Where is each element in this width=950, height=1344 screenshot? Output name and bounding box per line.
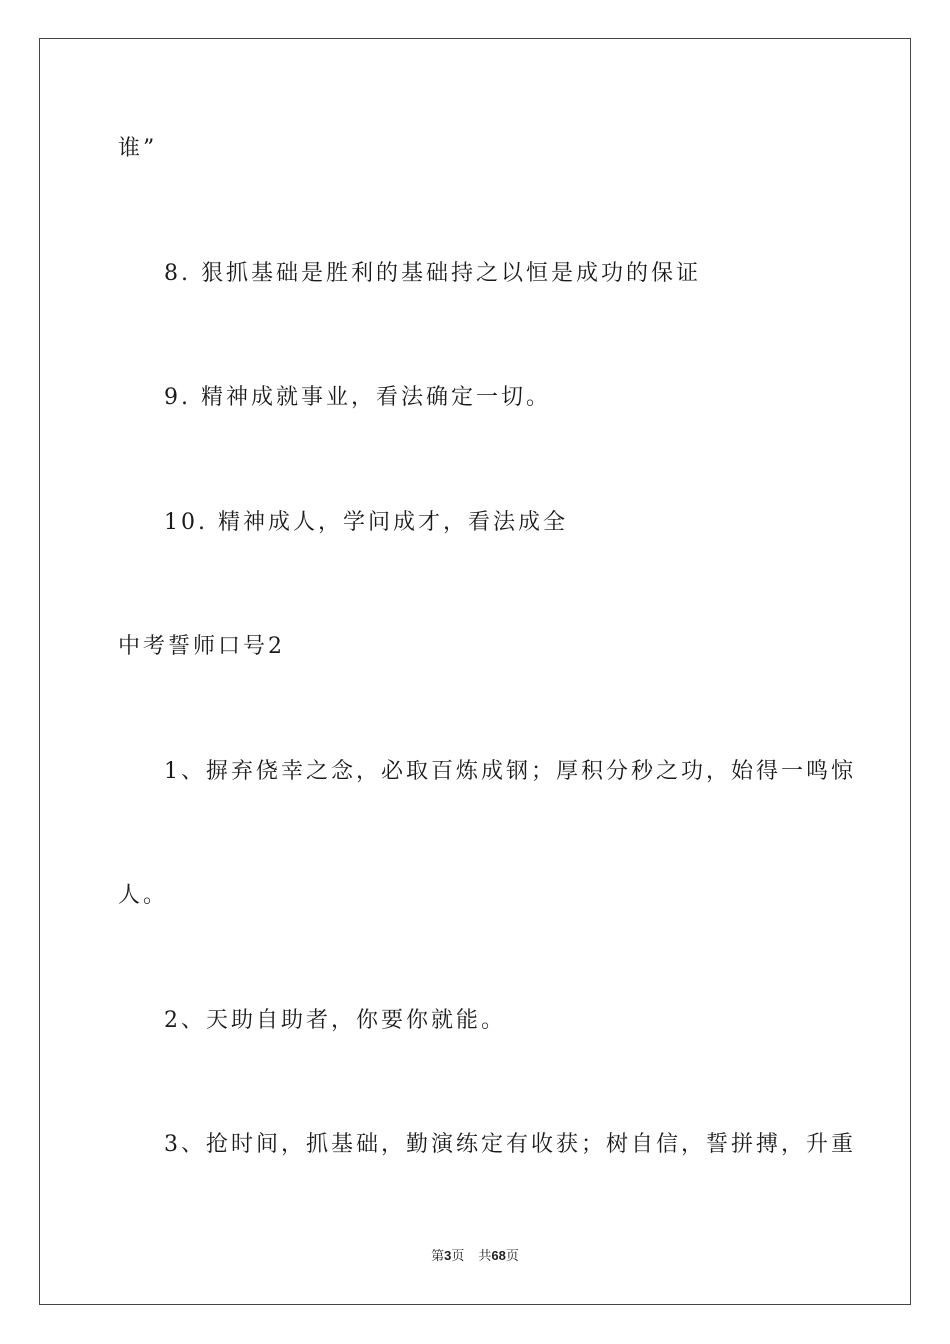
footer-total-suffix: 页 [505, 1249, 519, 1264]
text-line-slogan-3: 3、抢时间，抓基础，勤演练定有收获；树自信，誓拼搏，升重 [164, 1132, 856, 1157]
section-heading: 中考誓师口号2 [118, 634, 285, 659]
footer-total-pages: 68 [491, 1248, 506, 1263]
footer-page-number: 3 [444, 1248, 452, 1263]
text-line-item-8: 8. 狠抓基础是胜利的基础持之以恒是成功的保证 [164, 261, 701, 286]
footer-page-prefix: 第 [431, 1249, 445, 1264]
text-line-slogan-1: 1、摒弃侥幸之念，必取百炼成钢；厚积分秒之功，始得一鸣惊 [164, 759, 856, 784]
footer-page-suffix: 页 [451, 1249, 465, 1264]
text-line-slogan-1-cont: 人。 [118, 883, 169, 908]
text-line-item-10: 10. 精神成人，学问成才，看法成全 [164, 510, 568, 535]
footer-total-prefix: 共 [478, 1249, 492, 1264]
page-border [39, 38, 911, 1305]
text-line-continuation: 谁” [118, 136, 158, 161]
page-footer [0, 1246, 950, 1267]
text-line-slogan-2: 2、天助自助者，你要你就能。 [164, 1008, 506, 1033]
text-line-item-9: 9. 精神成就事业，看法确定一切。 [164, 385, 551, 410]
